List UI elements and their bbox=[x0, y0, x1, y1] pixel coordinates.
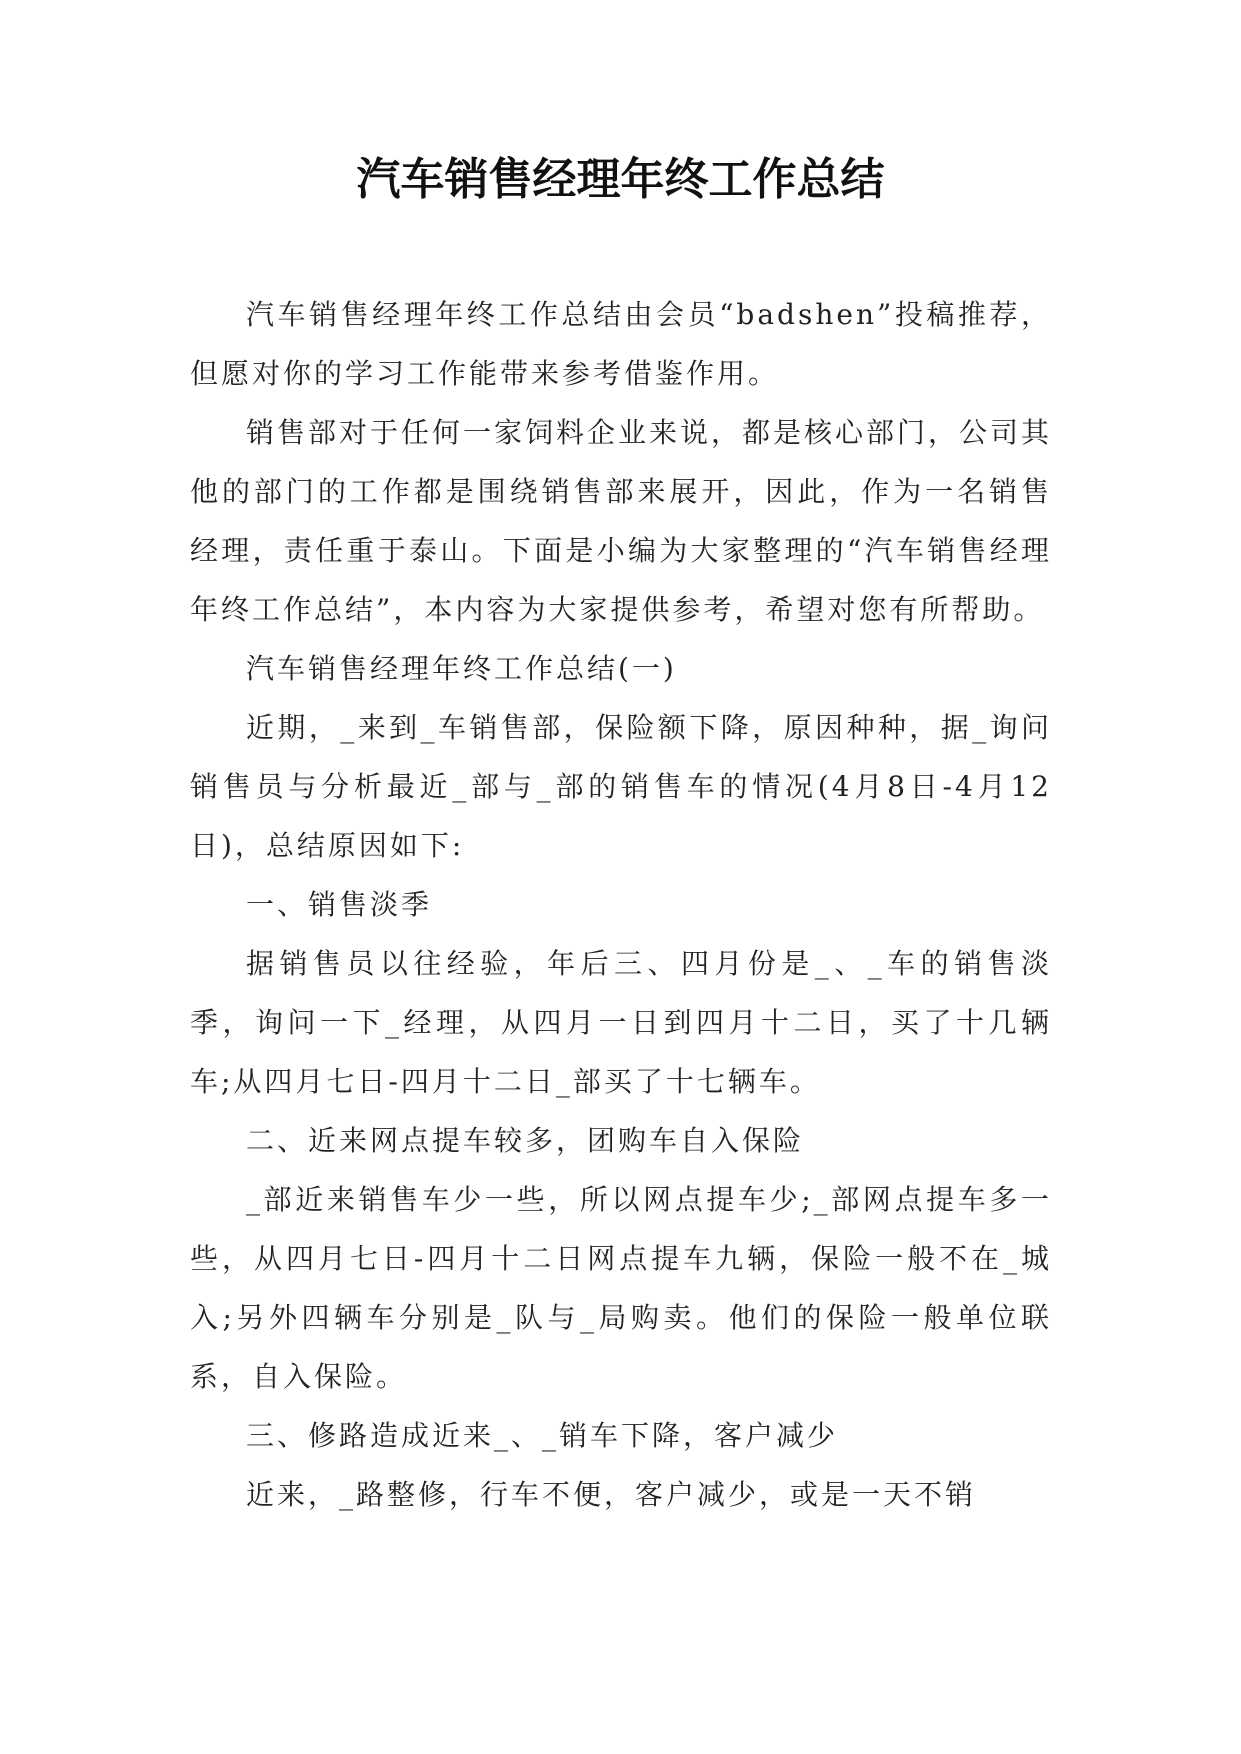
heading-reason-three: 三、修路造成近来_、_销车下降，客户减少 bbox=[246, 1419, 839, 1452]
document-title: 汽车销售经理年终工作总结 bbox=[356, 154, 885, 205]
paragraph-sales-department: 销售部对于任何一家饲料企业来说，都是核心部门，公司其他的部门的工作都是围绕销售部来展开，因此，作为一名销售经理，责任重于泰山。下面是小编为大家整理的“汽车销售经理年终工作总结”，本内容为大家提供参考，希望对您有所帮助。 bbox=[190, 416, 1053, 626]
paragraph-intro: 汽车销售经理年终工作总结由会员“badshen”投稿推荐，但愿对你的学习工作能带来参考借鉴作用。 bbox=[190, 298, 1052, 390]
section-heading-part-one: 汽车销售经理年终工作总结(一) bbox=[246, 652, 677, 685]
paragraph-reason-one: 据销售员以往经验，年后三、四月份是_、_车的销售淡季，询问一下_经理，从四月一日到四月十二日，买了十几辆车;从四月七日-四月十二日_部买了十七辆车。 bbox=[190, 947, 1052, 1098]
paragraph-recent-situation: 近期，_来到_车销售部，保险额下降，原因种种，据_询问销售员与分析最近_部与_部的销售车的情况(4月8日-4月12日)，总结原因如下: bbox=[190, 711, 1052, 862]
document-body bbox=[190, 285, 1052, 1524]
paragraph-reason-two: _部近来销售车少一些，所以网点提车少;_部网点提车多一些，从四月七日-四月十二日网点提车九辆，保险一般不在_城入;另外四辆车分别是_队与_局购卖。他们的保险一般单位联系，自入保险。 bbox=[190, 1183, 1052, 1393]
paragraph-reason-three: 近来，_路整修，行车不便，客户减少，或是一天不销 bbox=[246, 1478, 977, 1511]
heading-reason-two: 二、近来网点提车较多，团购车自入保险 bbox=[246, 1124, 805, 1157]
heading-reason-one: 一、销售淡季 bbox=[246, 888, 433, 921]
